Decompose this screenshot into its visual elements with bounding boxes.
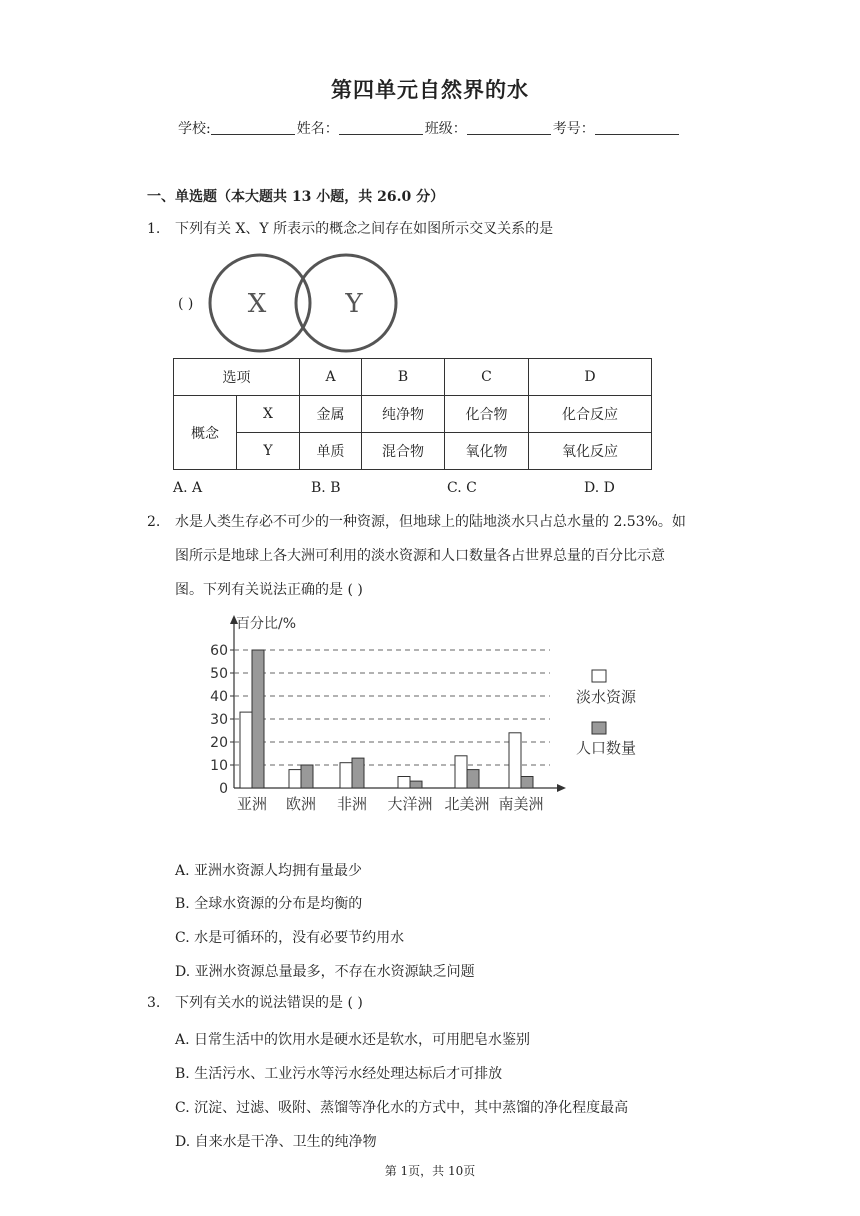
row-key: X	[237, 396, 300, 433]
table-row	[174, 396, 652, 433]
x-tick-label: 大洋洲	[387, 795, 433, 813]
q2-option-b: B. 全球水资源的分布是均衡的	[175, 896, 363, 912]
exam-no-label: 考号：	[552, 121, 595, 137]
bar-population	[521, 777, 533, 789]
q2-option-a: A. 亚洲水资源人均拥有量最少	[175, 863, 363, 879]
table-row	[174, 433, 652, 470]
bar-population	[352, 758, 364, 788]
table-cell: 化合物	[445, 396, 529, 433]
y-tick-label: 10	[210, 758, 228, 774]
venn-label-y: Y	[345, 289, 363, 319]
page-footer: 第 1页，共 10页	[384, 1164, 476, 1178]
bar-fresh-water	[289, 770, 301, 788]
bar-fresh-water	[455, 756, 467, 788]
table-cell: 纯净物	[362, 396, 445, 433]
q3-option-d: D. 自来水是干净、卫生的纯净物	[175, 1134, 377, 1150]
bar-fresh-water	[240, 712, 252, 788]
x-tick-label: 欧洲	[285, 795, 317, 813]
table-cell: 混合物	[362, 433, 445, 470]
q1-option-a: A. A	[173, 480, 203, 496]
bar-fresh-water	[509, 733, 521, 788]
bar-population	[410, 781, 422, 788]
row-key: Y	[237, 433, 300, 470]
student-info	[178, 118, 681, 138]
page-title: 第四单元自然界的水	[331, 78, 529, 102]
q2-line-2: 图所示是地球上各大洲可利用的淡水资源和人口数量各占世界总量的百分比示意	[175, 548, 665, 564]
x-tick-label: 北美洲	[444, 795, 490, 813]
name-blank	[339, 120, 423, 135]
y-tick-label: 0	[219, 781, 228, 797]
y-axis-label: 百分比/%	[236, 616, 297, 632]
q3-option-a: A. 日常生活中的饮用水是硬水还是软水，可用肥皂水鉴别	[175, 1032, 531, 1048]
section-heading: 一、单选题（本大题共 13 小题，共 26.0 分）	[147, 189, 445, 205]
q1-option-d: D. D	[584, 480, 615, 496]
q3-option-c: C. 沉淀、过滤、吸附、蒸馏等净化水的方式中，其中蒸馏的净化程度最高	[175, 1100, 629, 1116]
bar-fresh-water	[340, 763, 352, 788]
table-cell: 化合反应	[529, 396, 652, 433]
q2-line-1: 水是人类生存必不可少的一种资源，但地球上的陆地淡水只占总水量的 2.53%。如	[175, 514, 686, 530]
school-blank	[211, 120, 295, 135]
legend-label-fresh-water: 淡水资源	[576, 688, 637, 706]
table-cell: 金属	[300, 396, 362, 433]
q3-number: 3.	[147, 995, 161, 1011]
x-axis-arrow	[557, 784, 566, 792]
table-header-row	[174, 359, 652, 396]
x-tick-label: 非洲	[336, 795, 368, 813]
header-d: D	[529, 359, 652, 396]
y-tick-label: 40	[210, 689, 228, 705]
q2-option-d: D. 亚洲水资源总量最多，不存在水资源缺乏问题	[175, 964, 475, 980]
class-blank	[467, 120, 551, 135]
bar-population	[252, 650, 264, 788]
y-tick-label: 30	[210, 712, 228, 728]
venn-diagram	[205, 252, 405, 354]
q2-line-3: 图。下列有关说法正确的是 ( )	[175, 582, 363, 598]
q3-option-b: B. 生活污水、工业污水等污水经处理达标后才可排放	[175, 1066, 503, 1082]
table-cell: 氧化反应	[529, 433, 652, 470]
table-cell: 单质	[300, 433, 362, 470]
q1-paren: ( )	[178, 296, 194, 312]
legend-swatch-fresh-water	[592, 670, 606, 682]
q1-number: 1.	[147, 221, 161, 237]
q1-text: 下列有关 X、Y 所表示的概念之间存在如图所示交叉关系的是	[175, 221, 554, 237]
exam-no-blank	[595, 120, 679, 135]
legend-swatch-population	[592, 722, 606, 734]
class-label: 班级：	[424, 121, 467, 137]
header-option: 选项	[174, 359, 300, 396]
y-tick-label: 20	[210, 735, 228, 751]
name-label: 姓名：	[296, 121, 339, 137]
school-label: 学校:	[178, 121, 211, 137]
bar-population	[301, 765, 313, 788]
venn-label-x: X	[247, 289, 267, 319]
table-cell: 氧化物	[445, 433, 529, 470]
q2-number: 2.	[147, 514, 161, 530]
q3-text: 下列有关水的说法错误的是 ( )	[175, 995, 363, 1011]
water-population-chart	[210, 612, 660, 842]
header-a: A	[300, 359, 362, 396]
legend-label-population: 人口数量	[576, 739, 637, 757]
x-tick-label: 南美洲	[498, 795, 544, 813]
y-tick-label: 60	[210, 643, 228, 659]
q1-option-c: C. C	[447, 480, 477, 496]
x-tick-label: 亚洲	[236, 795, 268, 813]
y-tick-label: 50	[210, 666, 228, 682]
header-c: C	[445, 359, 529, 396]
row-label-concept: 概念	[174, 396, 237, 470]
bar-population	[467, 770, 479, 788]
q2-option-c: C. 水是可循环的，没有必要节约用水	[175, 930, 405, 946]
concept-table	[173, 358, 652, 470]
header-b: B	[362, 359, 445, 396]
bar-fresh-water	[398, 777, 410, 789]
q1-option-b: B. B	[311, 480, 341, 496]
